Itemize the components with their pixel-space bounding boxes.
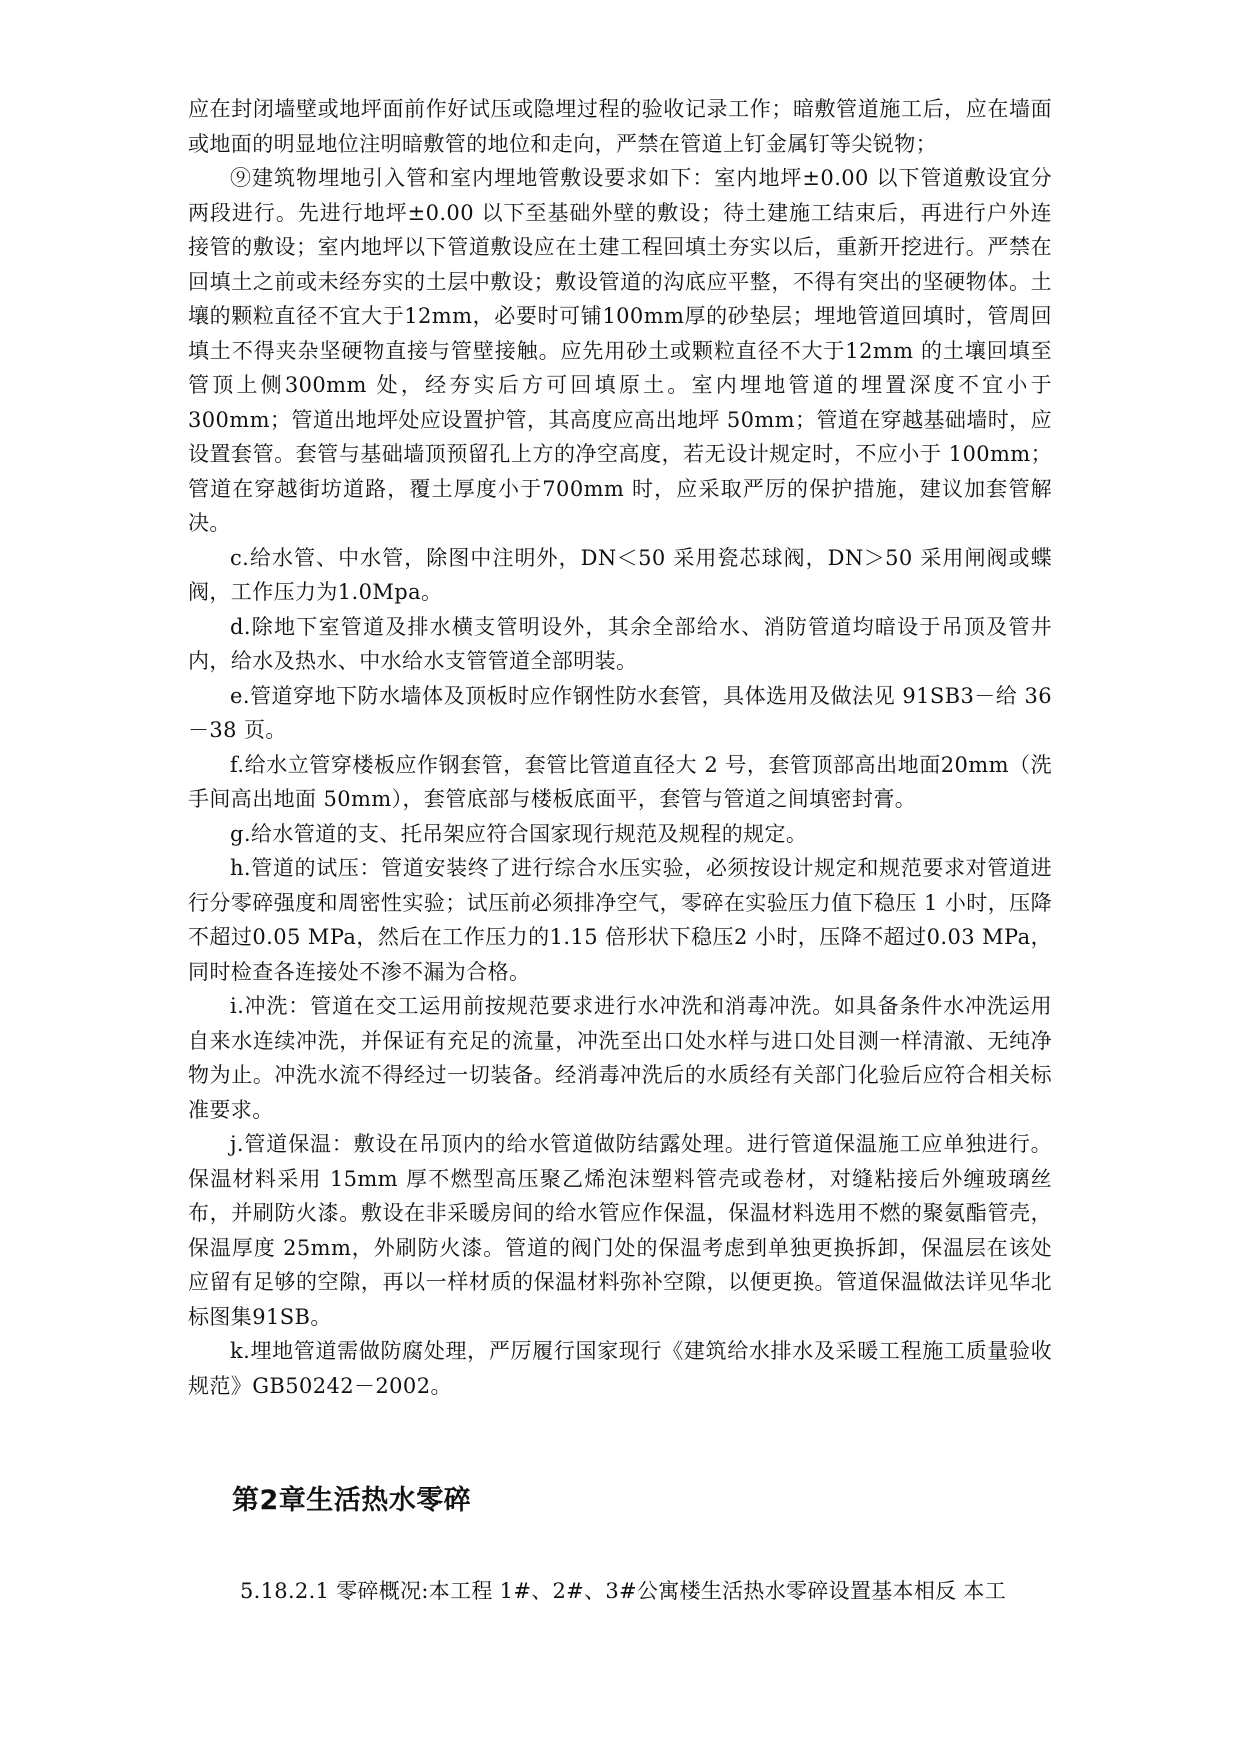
paragraph-7: g.给水管道的支、托吊架应符合国家现行规范及规程的规定。 [230, 821, 808, 846]
paragraph-8: h.管道的试压：管道安装终了进行综合水压实验，必须按设计规定和规范要求对管道进行分零碎强度和周密性实验；试压前必须排净空气，零碎在实验压力值下稳压 1 小时，压降不超过0.05 MPa，然后在工作压力的1.15 倍形状下稳压2 小时，压降不超过0.03 MPa，同时检查各连接处不渗不漏为合格。 [188, 856, 1052, 984]
paragraph-3: c.给水管、中水管，除图中注明外，DN＜50 采用瓷芯球阀，DN＞50 采用闸阀或蝶阀，工作压力为1.0Mpa。 [188, 545, 1052, 604]
paragraph-6: f.给水立管穿楼板应作钢套管，套管比管道直径大 2 号，套管顶部高出地面20mm（洗手间高出地面 50mm），套管底部与楼板底面平，套管与管道之间填密封膏。 [188, 752, 1052, 811]
chapter-title: 第2章生活热水零碎 [232, 1485, 472, 1516]
paragraph-5: e.管道穿地下防水墙体及顶板时应作钢性防水套管，具体选用及做法见 91SB3－给 36－38 页。 [188, 683, 1052, 742]
paragraph-4: d.除地下室管道及排水横支管明设外，其余全部给水、消防管道均暗设于吊顶及管井内，给水及热水、中水给水支管管道全部明装。 [188, 614, 1052, 673]
paragraph-2: ⑨建筑物埋地引入管和室内埋地管敷设要求如下：室内地坪±0.00 以下管道敷设宜分两段进行。先进行地坪±0.00 以下至基础外壁的敷设；待土建施工结束后，再进行户外连接管的敷设；室内地坪以下管道敷设应在土建工程回填土夯实以后，重新开挖进行。严禁在回填土之前或未经夯实的土层中敷设；敷设管道的沟底应平整，不得有突出的坚硬物体。土壤的颗粒直径不宜大于12mm，必要时可铺100mm厚的砂垫层；埋地管道回填时，管周回填土不得夹杂坚硬物直接与管壁接触。应先用砂土或颗粒直径不大于12mm 的土壤回填至管顶上侧300mm 处，经夯实后方可回填原土。室内埋地管道的埋置深度不宜小于300mm；管道出地坪处应设置护管，其高度应高出地坪 50mm；管道在穿越基础墙时，应设置套管。套管与基础墙顶预留孔上方的净空高度，若无设计规定时，不应小于 100mm；管道在穿越街坊道路，覆土厚度小于700mm 时，应采取严厉的保护措施，建议加套管解决。 [188, 166, 1052, 535]
paragraph-10: j.管道保温：敷设在吊顶内的给水管道做防结露处理。进行管道保温施工应单独进行。保温材料采用 15mm 厚不燃型高压聚乙烯泡沫塑料管壳或卷材，对缝粘接后外缠玻璃丝布，并刷防火漆。敷设在非采暖房间的给水管应作保温，保温材料选用不燃的聚氨酯管壳，保温厚度 25mm，外刷防火漆。管道的阀门处的保温考虑到单独更换拆卸，保温层在该处应留有足够的空隙，再以一样材质的保温材料弥补空隙，以便更换。管道保温做法详见华北标图集91SB。 [188, 1132, 1052, 1329]
section-paragraph: 5.18.2.1 零碎概况:本工程 1#、2#、3#公寓楼生活热水零碎设置基本相反 本工 [240, 1579, 1006, 1603]
paragraph-9: i.冲洗：管道在交工运用前按规范要求进行水冲洗和消毒冲洗。如具备条件水冲洗运用自来水连续冲洗，并保证有充足的流量，冲洗至出口处水样与进口处目测一样清澈、无纯净物为止。冲洗水流不得经过一切装备。经消毒冲洗后的水质经有关部门化验后应符合相关标准要求。 [188, 994, 1052, 1122]
paragraph-1: 应在封闭墙壁或地坪面前作好试压或隐埋过程的验收记录工作；暗敷管道施工后，应在墙面或地面的明显地位注明暗敷管的地位和走向，严禁在管道上钉金属钉等尖锐物； [188, 97, 1052, 156]
body-text [188, 92, 1052, 1403]
paragraph-11: k.埋地管道需做防腐处理，严厉履行国家现行《建筑给水排水及采暖工程施工质量验收规范》GB50242－2002。 [188, 1339, 1052, 1398]
